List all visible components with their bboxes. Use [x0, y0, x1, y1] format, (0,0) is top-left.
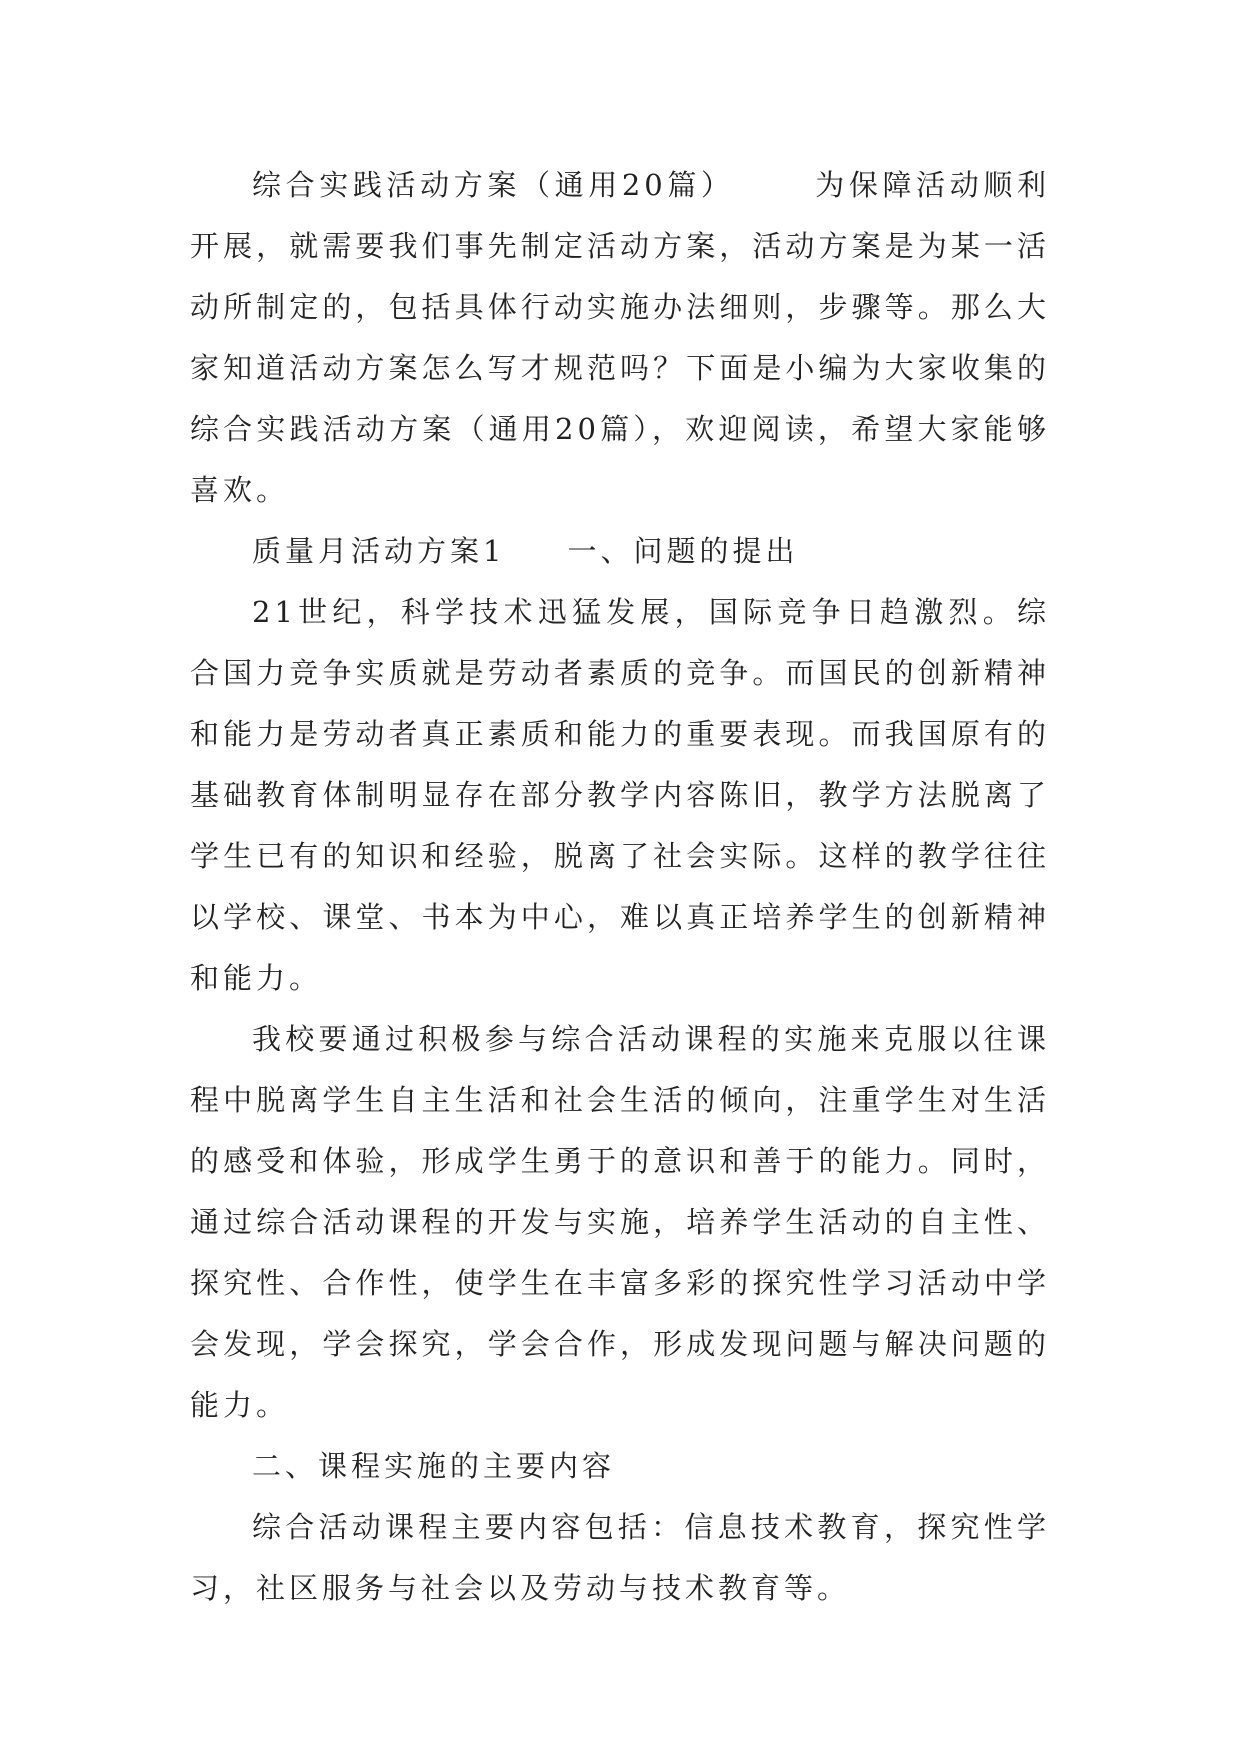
section-title: 质量月活动方案1: [252, 534, 506, 568]
section-title-paragraph: [190, 521, 1050, 582]
intro-paragraph: [190, 155, 1050, 521]
body-paragraph: 21世纪，科学技术迅猛发展，国际竞争日趋激烈。综合国力竞争实质就是劳动者素质的竞争。而国民的创新精神和能力是劳动者真正素质和能力的重要表现。而我国原有的基础教育体制明显存在部分教学内容陈旧，教学方法脱离了学生已有的知识和经验，脱离了社会实际。这样的教学往往以学校、课堂、书本为中心，难以真正培养学生的创新精神和能力。: [190, 595, 1050, 995]
section-heading-2: 二、课程实施的主要内容: [252, 1449, 616, 1483]
body-paragraph: 我校要通过积极参与综合活动课程的实施来克服以往课程中脱离学生自主生活和社会生活的倾向，注重学生对生活的感受和体验，形成学生勇于的意识和善于的能力。同时，通过综合活动课程的开发与实施，培养学生活动的自主性、探究性、合作性，使学生在丰富多彩的探究性学习活动中学会发现，学会探究，学会合作，形成发现问题与解决问题的能力。: [190, 1022, 1050, 1422]
intro-text: 为保障活动顺利开展，就需要我们事先制定活动方案，活动方案是为某一活动所制定的，包括具体行动实施办法细则，步骤等。那么大家知道活动方案怎么写才规范吗？下面是小编为大家收集的综合实践活动方案（通用20篇），欢迎阅读，希望大家能够喜欢。: [190, 168, 1050, 507]
section-heading: 一、问题的提出: [567, 534, 799, 568]
body-paragraph: 综合活动课程主要内容包括：信息技术教育，探究性学习，社区服务与社会以及劳动与技术教育等。: [190, 1510, 1050, 1605]
document-body: [190, 155, 1050, 1619]
document-title: 综合实践活动方案（通用20篇）: [252, 168, 735, 202]
